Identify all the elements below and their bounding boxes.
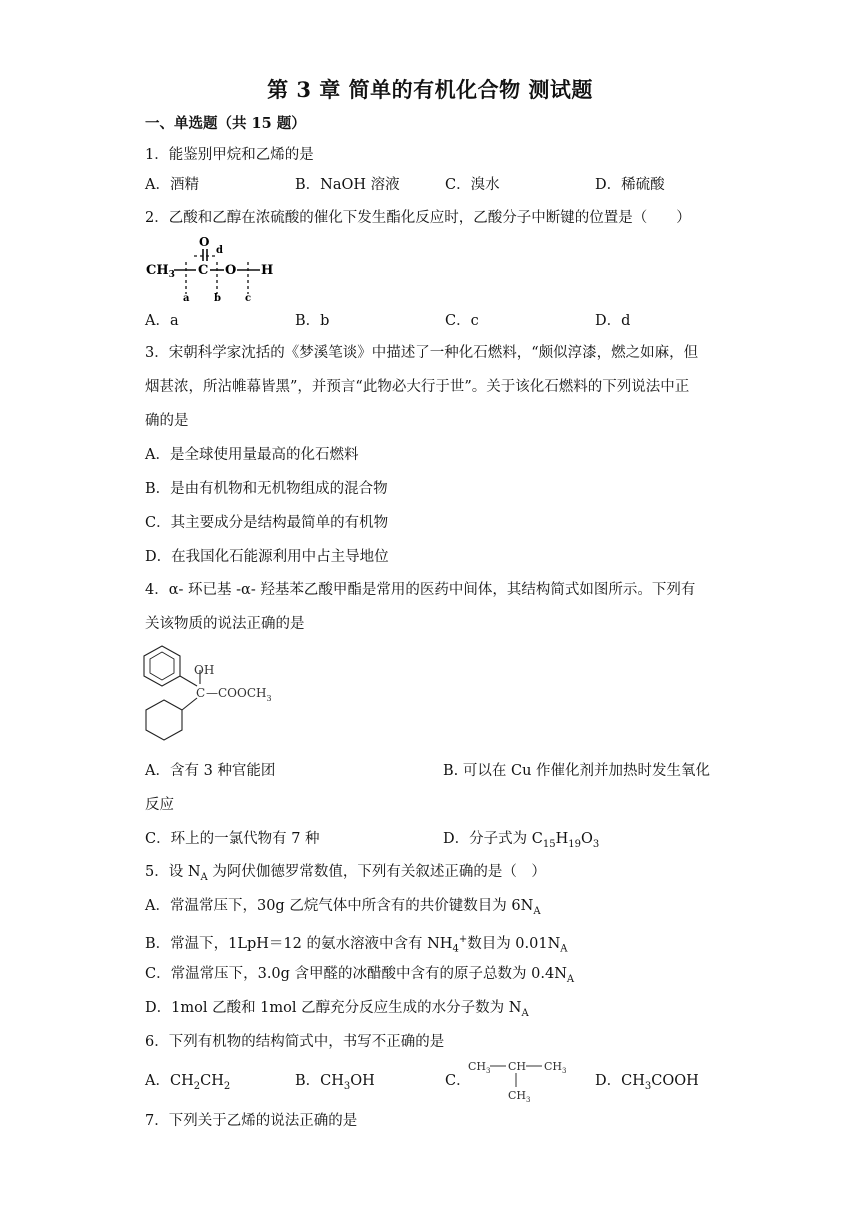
q5-option-d[interactable]: D．1mol 乙酸和 1mol 乙醇充分反应生成的水分子数为 $N_A$: [145, 1000, 529, 1019]
isobutane-structure: [466, 1054, 572, 1104]
fig-carbon: C: [198, 263, 209, 278]
q5-option-c[interactable]: C．常温常压下，3.0g 含甲醛的冰醋酸中含有的原子总数为 $0.4N_A$: [145, 966, 575, 985]
section-heading: 一、单选题（共 15 题）: [145, 115, 306, 132]
fig-label-b: b: [214, 293, 221, 304]
q2-stem: 2．乙酸和乙醇在浓硫酸的催化下发生酯化反应时，乙酸分子中断键的位置是（ ）: [145, 210, 691, 226]
q2-option-b[interactable]: B．b: [295, 313, 330, 329]
q5-option-b[interactable]: B．常温下，1LpH＝12 的氨水溶液中含有 $NH_4^+$数目为 $0.01N_A$: [145, 934, 568, 955]
q6-stem: 6．下列有机物的结构简式中，书写不正确的是: [145, 1034, 445, 1050]
q6-option-a[interactable]: A．$CH_2CH_2$: [145, 1073, 231, 1092]
fig-label-d: d: [216, 245, 223, 256]
q1-option-d[interactable]: D．稀硫酸: [595, 177, 665, 193]
fig-oxygen-mid: O: [225, 263, 237, 278]
q4-stem-line1: 4．α- 环已基 -α- 羟基苯乙酸甲酯是常用的医药中间体，其结构简式如图所示。下列有: [145, 582, 696, 598]
q4-option-b[interactable]: B. 可以在 Cu 作催化剂并加热时发生氧化: [443, 763, 711, 779]
q4-option-a[interactable]: A．含有 3 种官能团: [145, 763, 276, 779]
q4-option-b-cont: 反应: [145, 797, 174, 813]
page-title: 第 3 章 简单的有机化合物 测试题: [267, 77, 593, 102]
q2-option-c[interactable]: C．c: [445, 313, 479, 329]
fig-ester: $—COOCH_3$: [206, 686, 272, 703]
q7-stem: 7．下列关于乙烯的说法正确的是: [145, 1113, 358, 1129]
fig-label-a: a: [183, 293, 190, 304]
svg-text:CH3: $CH_3$: [544, 1060, 567, 1075]
fig-label-c: c: [245, 293, 252, 304]
q4-stem-line2: 关该物质的说法正确的是: [145, 616, 305, 632]
fig-ch3: $CH_3$: [146, 263, 175, 280]
q1-option-b[interactable]: B．NaOH 溶液: [295, 177, 400, 193]
q4-option-c[interactable]: C．环上的一氯代物有 7 种: [145, 831, 320, 847]
q6-option-b[interactable]: B．$CH_3OH$: [295, 1073, 375, 1092]
q3-option-a[interactable]: A．是全球使用量最高的化石燃料: [145, 447, 359, 463]
q1-option-a[interactable]: A．酒精: [145, 177, 199, 193]
q1-stem: 1．能鉴别甲烷和乙烯的是: [145, 147, 314, 163]
fig-carbon: C: [196, 686, 206, 700]
q2-option-a[interactable]: A．a: [145, 313, 179, 329]
q3-option-c[interactable]: C．其主要成分是结构最简单的有机物: [145, 515, 389, 531]
q3-stem-line1: 3．宋朝科学家沈括的《梦溪笔谈》中描述了一种化石燃料，“颇似淳漆，燃之如麻，但: [145, 345, 699, 361]
q3-option-d[interactable]: D．在我国化石能源利用中占主导地位: [145, 549, 389, 565]
q2-option-d[interactable]: D．d: [595, 313, 631, 329]
svg-text:CH3: $CH_3$: [508, 1089, 531, 1104]
q6-option-d[interactable]: D．$CH_3COOH$: [595, 1073, 699, 1092]
q3-option-b[interactable]: B．是由有机物和无机物组成的混合物: [145, 481, 388, 497]
acetic-acid-structure: [140, 232, 290, 304]
fig-oxygen-top: O: [199, 235, 210, 249]
svg-text:CH: CH: [508, 1060, 527, 1073]
q5-option-a[interactable]: A．常温常压下，30g 乙烷气体中所含有的共价键数目为 $6N_A$: [145, 898, 541, 917]
fig-oh: OH: [194, 663, 215, 677]
q1-option-c[interactable]: C．溴水: [445, 177, 500, 193]
q3-stem-line2: 烟甚浓，所沾帷幕皆黑”，并预言“此物必大行于世”。关于该化石燃料的下列说法中正: [145, 379, 690, 395]
q4-option-d[interactable]: D．分子式为 $C_{15}H_{19}O_3$: [443, 831, 600, 850]
svg-text:CH3: $CH_3$: [468, 1060, 491, 1075]
fig-hydrogen: H: [261, 263, 274, 278]
q5-stem: 5．设 $N_A$ 为阿伏伽德罗常数值，下列有关叙述正确的是（ ）: [145, 864, 546, 883]
ester-structure: [142, 642, 292, 748]
q6-option-c[interactable]: C．: [445, 1073, 471, 1089]
q3-stem-line3: 确的是: [145, 413, 189, 429]
